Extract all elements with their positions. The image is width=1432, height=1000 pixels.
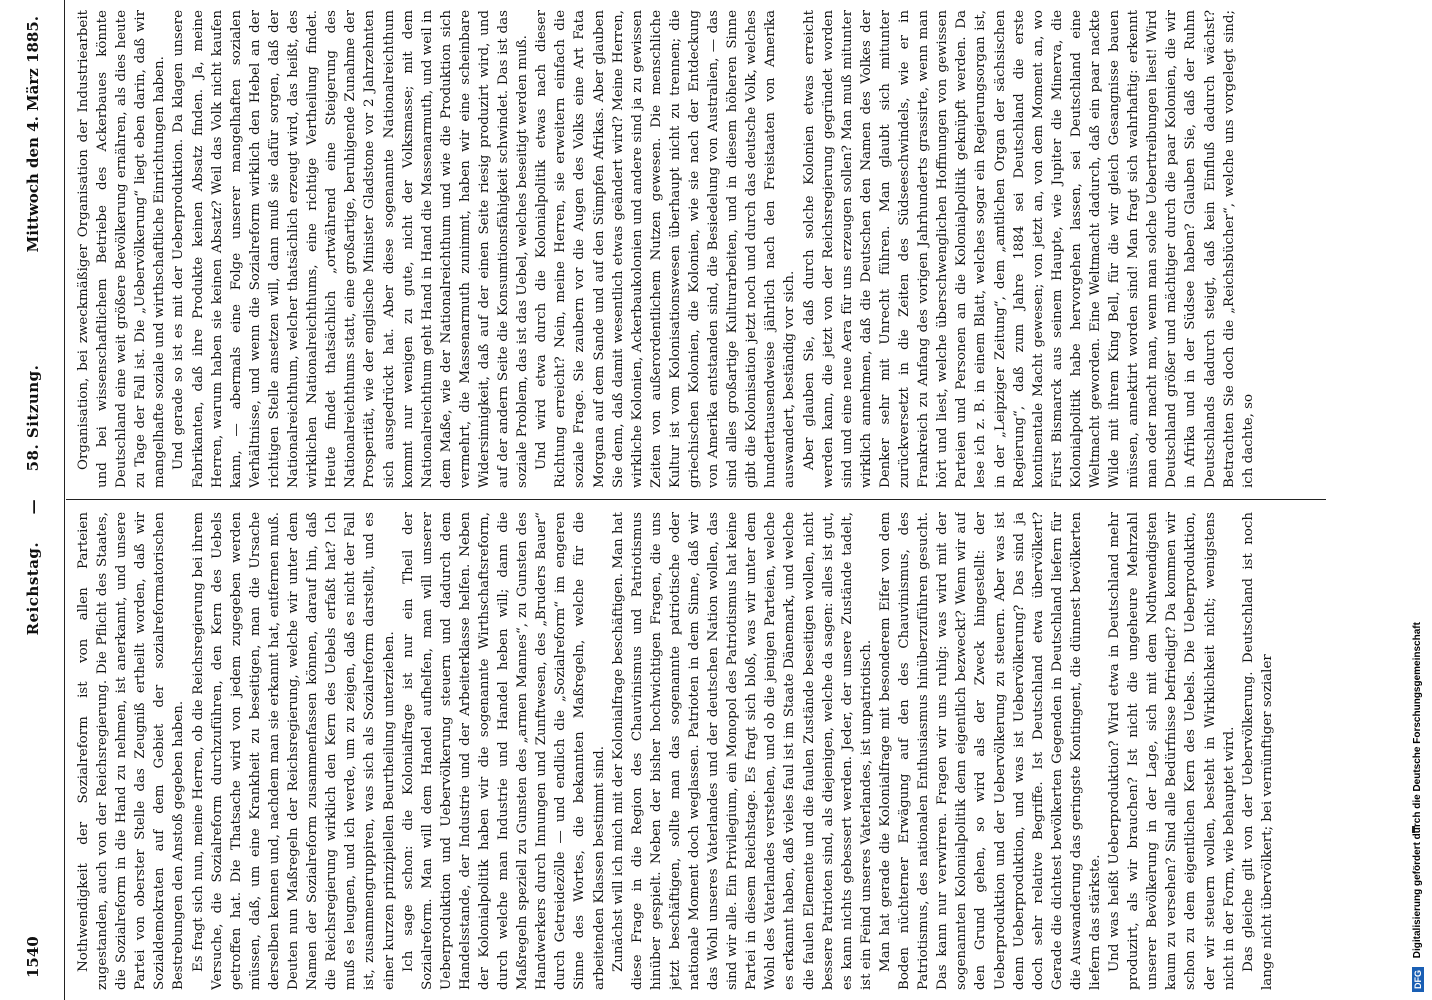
publication-title: Reichstag. (24, 541, 42, 636)
paragraph: Man hat gerade die Kolonialfrage mit besonderem Eifer von dem Boden nüchterner Erwägung auf den des Chauvinismus, des Patriotismus, des nationalen Enthusiasmus hinüberzuführen gesucht. Das kann nur verwirren. Fragen wir uns ruhig: was wird mit der sogenannten Kolonialpolitik denn eigentlich bezweckt? Wenn wir auf den Grund gehen, so wird als der Zweck hingestellt: der Ueberproduktion und der Uebervölkerung zu steuern. Aber was ist denn Ueberproduktion, und was ist Uebervölkerung? Das sind ja doch sehr relative Begriffe. Ist Deutschland etwa übervölkert? Gerade die dichtest bevölkerten Gegenden in Deutschland liefern für die Auswanderung das geringste Kontingent, die dünnest bevölkerten liefern das stärkste. (877, 512, 1103, 990)
paragraph: Und wird etwa durch die Kolonialpolitik etwas nach dieser Richtung erreicht? Nein, meine Herren, sie erweitern einfach die soziale Frage. Sie zaubern vor die Augen des Volks eine Art Fata Morgana auf dem Sande und auf den Sümpfen Afrikas. Aber glauben Sie denn, daß damit wesentlich etwas geändert wird? Meine Herren, wirkliche Kolonien, Ackerbaukolonien und andere sind ja zu gewissen Zeiten von außerordentlichem Nutzen gewesen. Die menschliche Kultur ist vom Kolonisationswesen überhaupt nicht zu trennen; die griechischen Kolonien, die Kolonien, wie sie nach der Entdeckung von Amerika entstanden sind, die Besiedelung von Australien, — das sind alles großartige Kulturarbeiten, und in diesem höheren Sinne gibt die Kolonisation jetzt noch und durch das deutsche Volk, welches hunderttausendweise jährlich nach den Freistaaten von Amerika auswandert, beständig vor sich. (534, 10, 798, 488)
paragraph: Das gleiche gilt von der Uebervölkerung. Deutschland ist noch lange nicht übervölkert; bei vernünftiger sozialer (1240, 512, 1275, 990)
paragraph: Organisation, bei zweckmäßiger Organisation der Industriearbeit und bei wissenschaftlichem Betriebe des Ackerbaues könnte Deutschland eine weit größere Bevölkerung ernähren, als dies heute zu Tage der Fall ist. Die „Uebervölkerung“ liegt eben darin, daß wir mangelhafte soziale und wirthschaftliche Einrichtungen haben. (76, 10, 168, 488)
dfg-logo: DFG (1412, 967, 1424, 992)
session-number: 58. Sitzung. (24, 364, 42, 472)
left-column (74, 512, 1374, 990)
page-number: 1540 (24, 936, 42, 978)
column-divider (66, 499, 1326, 500)
paragraph: Zunächst will ich mich mit der Kolonialfrage beschäftigen. Man hat diese Frage in die Region des Chauvinismus und Patriotismus hinüber gespielt. Neben der bisher hochwichtigen Fragen, die uns jetzt beschäftigen, sollte man das sogenannte patriotische oder nationale Moment doch weglassen. Patrioten in dem Sinne, daß wir das Wohl unseres Vaterlandes und der deutschen Nation wollen, das sind wir alle. Ein Privilegium, ein Monopol des Patriotismus hat keine Partei in diesem Reichstage. Es fragt sich bloß, was wir unter dem Wohl des Vaterlandes verstehen, und ob die jenigen Parteien, welche es erkannt haben, daß vieles faul ist im Staate Dänemark, und welche die faulen Elemente und die faulen Zustände beseitigen wollen, nicht bessere Patrioten sind, als diejenigen, welche da sagen: alles ist gut, es kann nichts gebessert werden. Jeder, der unsere Zustände tadelt, ist ein Feind unseres Vaterlandes, ist unpatriotisch. (610, 512, 874, 990)
paragraph: Aber glauben Sie, daß durch solche Kolonien etwas erreicht werden kann, die jetzt von der Reichsregierung gegründet worden sind und eine neue Aera für uns erzeugen sollen? Man muß mitunter wirklich annehmen, daß die Deutschen den Namen des Volkes der Denker sehr mit Unrecht führen. Man glaubt sich mitunter zurückversetzt in die Zeiten des Südseeschwindels, wie er in Frankreich zu Anfang des vorigen Jahrhunderts grassirte, wenn man hört und liest, welche überschwenglichen Hoffnungen von gewissen Parteien und Personen an die Kolonialpolitik geknüpft werden. Da lese ich z. B. in einem Blatt, welches sogar ein Regierungsorgan ist, in der „Leipziger Zeitung“, dem „amtlichen Organ der sächsischen Regierung“, daß zum Jahre 1884 sei Deutschland die erste kontinentale Macht gewesen; von jetzt an, von dem Moment an, wo Fürst Bismarck aus seinem Haupte, wie Jupiter die Minerva, die Kolonialpolitik habe hervorgehen lassen, sei Deutschland eine Weltmacht geworden. Eine Weltmacht dadurch, daß ein paar nackte Wilde mit ihrem King Bell, für die wir gleich Gesangnisse bauen müssen, annektirt worden sind! Man fragt sich wahrhaftig: erkennt man oder macht man, wenn man solche Uebertreibungen liest! Wird Deutschland größer und mächtiger durch die paar Kolonien, die wir in Afrika und in der Südsee haben? Glauben Sie, daß der Ruhm Deutschlands dadurch steigt, daß kein Einfluß dadurch wächst? Betrachten Sie doch die „Reichsbücher“, welche uns vorgelegt sind; ich dachte, so (801, 10, 1256, 488)
right-column (74, 10, 1374, 488)
paragraph: Es fragt sich nun, meine Herren, ob die Reichsregierung bei ihrem Versuche, die Sozialreform durchzuführen, den Kern des Uebels getroffen hat. Die Thatsache wird von jedem zugegeben werden müssen, daß, um eine Krankheit zu beseitigen, man die Ursache derselben kennen und, nachdem man sie erkannt hat, entfernen muß. Deuten nun Maßregeln der Reichsregierung, welche wir unter dem Namen der Sozialreform zusammenfassen können, darauf hin, daß die Reichsregierung wirklich den Kern des Uebels erfaßt hat? Ich muß es leugnen, und ich werde, um zu zeigen, daß es nicht der Fall ist, zusammengruppiren, was sich als Sozialreform darstellt, und es einer kurzen prinzipiellen Beurtheilung unterziehen. (190, 512, 397, 990)
header-rule (64, 0, 65, 1000)
page-header (0, 0, 68, 1000)
session-date: Mittwoch den 4. März 1885. (24, 16, 42, 253)
paragraph: Nothwendigkeit der Sozialreform ist von allen Parteien zugestanden, auch von der Reichsregierung. Die Pflicht des Staates, die Sozialreform in die Hand zu nehmen, ist anerkannt, und unsere Partei von oberster Stelle das Zeugniß ertheilt worden, daß wir Sozialdemokraten auf dem Gebiet der sozialreformatorischen Bestrebungen den Anstoß gegeben haben. (76, 512, 187, 990)
title-dash: — (24, 498, 42, 515)
paragraph: Ich sage schon: die Kolonialfrage ist nur ein Theil der Sozialreform. Man will dem Handel aufhelfen, man will unserer Ueberproduktion und Uebervölkerung steuern und dadurch dem Handelsstande, der Industrie und der Arbeiterklasse helfen. Neben der Kolonialpolitik haben wir die sogenannte Wirthschaftsreform, durch welche man Industrie und Handel heben will; dann die Maßregeln speziell zu Gunsten des „armen Mannes“, zu Gunsten des Handwerkers durch Innungen und Zunftwesen, des „Bruders Bauer“ durch Getreidezölle — und endlich die „Sozialreform“ im engeren Sinne des Wortes, die bekannten Maßregeln, welche für die arbeitenden Klassen bestimmt sind. (400, 512, 607, 990)
paragraph: Und was heißt Ueberproduktion? Wird etwa in Deutschland mehr produzirt, als wir brauchen? Ist nicht die ungeheure Mehrzahl unserer Bevölkerung in der Lage, sich mit dem Nothwendigsten kaum zu versehen? Sind alle Bedürfnisse befriedigt? Da kommen wir schon zu dem eigentlichen Kern des Uebels. Die Ueberproduktion, der wir steuern wollen, besteht in Wirklichkeit nicht; wenigstens nicht in der Form, wie behauptet wird. (1107, 512, 1237, 990)
digitization-credit (1412, 8, 1430, 992)
digitization-credit-text: Digitalisierung gefördert durch die Deutsche Forschungsgemeinschaft (1412, 622, 1423, 959)
paragraph: Und gerade so ist es mit der Ueberproduktion. Da klagen unsere Fabrikanten, daß ihre Produkte keinen Absatz finden. Ja, meine Herren, warum haben sie keinen Absatz? Weil das Volk nicht kaufen kann, — abermals eine Folge unserer mangelhaften sozialen Verhältnisse, und wenn die Sozialreform wirklich den Hebel an der richtigen Stelle ansetzen will, dann muß sie dafür sorgen, daß der Nationalreichthum, welcher thatsächlich erzeugt wird, das heißt, des wirklichen Nationalreichthums, eine richtige Vertheilung findet. Heute findet thatsächlich „ortwährend eine Steigerung des Nationalreichthums statt, eine großartige, beruhigende Zunahme der Prosperität, wie der englische Minister Gladstone vor 2 Jahrzehnten sich ausgedrückt hat. Aber diese sogenannte Nationalreichthum kommt nur wenigen zu gute, nicht der Volksmasse; mit dem Nationalreichthum geht Hand in Hand die Massenarmuth, und weil in dem Maße, wie der Nationalreichthum und wie die Produktion sich vermehrt, die Massenarmuth zunimmt, haben wir eine scheinbare Widersinnigkeit, daß auf der einen Seite riesig produzirt wird, und auf der andern Seite die Konsumtionsfähigkeit schwindet. Das ist das soziale Problem, das ist das Uebel, welches beseitigt werden muß. (171, 10, 531, 488)
